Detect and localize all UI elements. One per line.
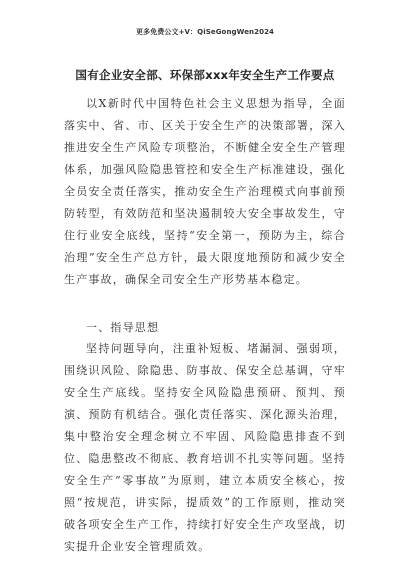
intro-paragraph: 以X新时代中国特色社会主义思想为指导，全面落实中、省、市、区关于安全生产的决策部署，深入推进安全生产风险专项整治，不断健全安全生产管理体系，加强风险隐患管控和安全生产标准建设，强化全员安全责任落实，推动安全生产治理模式向事前预防转型，有效防范和坚决遏制较大安全事故发生，守住行业安全底线，坚持“安全第一，预防为主，综合治理”安全生产总方针，最大限度地预防和减少安全生产事故，确保全司安全生产形势基本稳定。 (64, 97, 346, 286)
section-heading-guiding-ideology: 一、指导思想 (86, 321, 160, 334)
document-title: 国有企业安全部、环保部xxx年安全生产工作要点 (75, 68, 335, 82)
header-note: 更多免费公文+V：QiSeGongWen2024 (135, 28, 275, 36)
section-paragraph: 坚持问题导向，注重补短板、堵漏洞、强弱项，围绕识风险、除隐患、防事故、保安全总基调，守牢安全生产底线。坚持安全风险隐患预研、预判、预演、预防有机结合。强化责任落实、深化源头治理，集中整治安全理念树立不牢固、风险隐患排查不到位、隐患整改不彻底、教育培训不扎实等问题。坚持安全生产“零事故”为原则，建立本质安全核心，按照“按规范，讲实际，提质效”的工作原则，推动突破各项安全生产工作，持续打好安全生产攻坚战，切实提升企业安全管理质效。 (64, 342, 346, 553)
